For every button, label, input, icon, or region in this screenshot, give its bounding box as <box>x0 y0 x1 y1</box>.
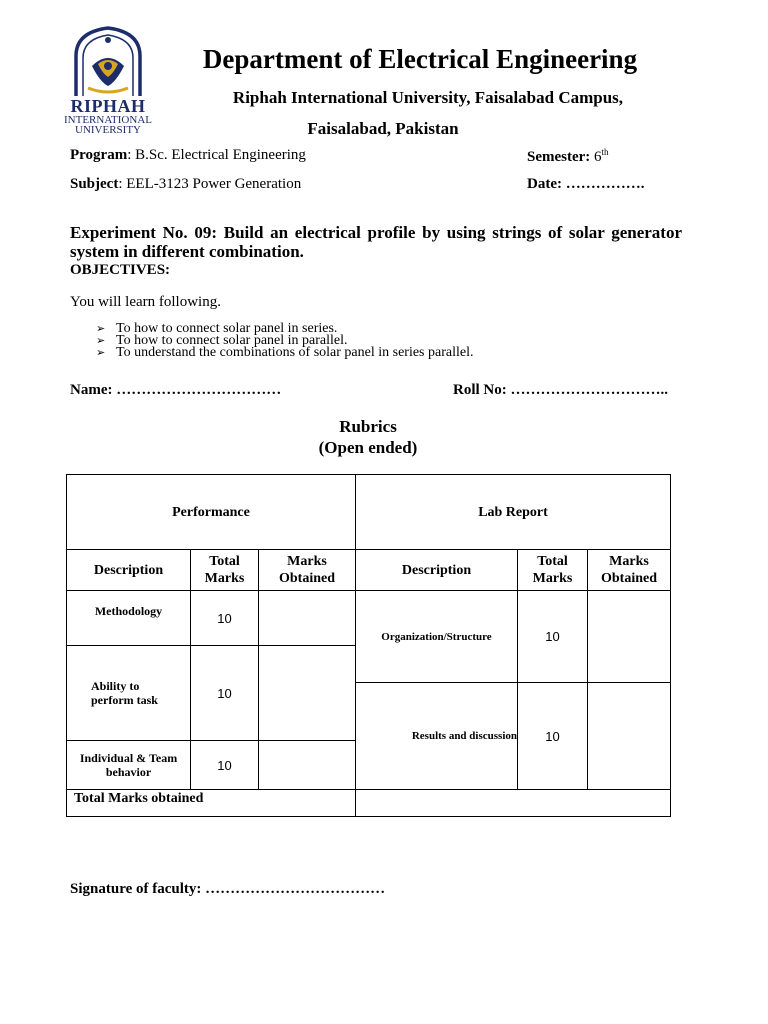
objective-item: ➢ To how to connect solar panel in parallel. <box>96 335 473 347</box>
behavior-total: 10 <box>190 740 259 790</box>
rubrics-title: Rubrics <box>339 417 397 436</box>
methodology-obtained-cell <box>258 590 356 646</box>
methodology-description: Methodology <box>66 590 191 646</box>
program-label: Program <box>70 147 128 163</box>
marks-obtained-column-header: Marks Obtained <box>258 549 356 591</box>
logo-name: RIPHAH <box>70 96 146 116</box>
rubrics-subtitle: (Open ended) <box>318 438 418 457</box>
results-obtained-cell <box>587 682 671 790</box>
name-field: Name: …………………………… <box>70 382 282 398</box>
marks-obtained-column-header: Marks Obtained <box>587 549 671 591</box>
program-info <box>70 147 306 164</box>
semester-label: Semester: <box>527 149 591 165</box>
university-line: Riphah International University, Faisalabad Campus, <box>232 88 624 107</box>
results-total: 10 <box>517 682 588 790</box>
objectives-heading: OBJECTIVES: <box>70 262 171 278</box>
rubric-table <box>66 474 671 817</box>
logo-line3: UNIVERSITY <box>75 124 141 136</box>
program-value: : B.Sc. Electrical Engineering <box>127 147 306 163</box>
total-marks-column-header: Total Marks <box>517 549 588 591</box>
methodology-total: 10 <box>190 590 259 646</box>
organization-obtained-cell <box>587 590 671 683</box>
objective-item: ➢ To understand the combinations of solar panel in series parallel. <box>96 347 473 359</box>
experiment-title: Experiment No. 09: Build an electrical profile by using strings of solar generator system in different combination. <box>70 223 682 261</box>
date-field: Date: ……………. <box>527 176 645 192</box>
organization-description: Organization/Structure <box>355 590 518 683</box>
performance-header: Performance <box>66 474 356 550</box>
roll-no-field: Roll No: ………………………….. <box>453 382 668 398</box>
faculty-signature-field: Signature of faculty: ……………………………… <box>70 881 386 897</box>
subject-info <box>70 176 301 193</box>
semester-info <box>527 147 609 166</box>
city-line: Faisalabad, Pakistan <box>307 119 459 138</box>
semester-value: 6 <box>594 149 602 165</box>
results-description: Results and discussion <box>355 682 518 790</box>
objectives-list <box>96 323 473 359</box>
behavior-obtained-cell <box>258 740 356 790</box>
subject-label: Subject <box>70 176 119 192</box>
subject-value: : EEL-3123 Power Generation <box>118 176 302 192</box>
ability-obtained-cell <box>258 645 356 741</box>
description-column-header: Description <box>355 549 518 591</box>
lab-report-header: Lab Report <box>355 474 671 550</box>
ability-description: Ability to perform task <box>66 645 191 741</box>
total-marks-cell <box>355 789 671 817</box>
logo-line2: INTERNATIONAL <box>64 114 152 126</box>
objective-item: ➢ To how to connect solar panel in series. <box>96 323 473 335</box>
total-marks-column-header: Total Marks <box>190 549 259 591</box>
rubrics-heading <box>0 416 736 458</box>
department-title: Department of Electrical Engineering <box>202 44 638 74</box>
organization-total: 10 <box>517 590 588 683</box>
ability-total: 10 <box>190 645 259 741</box>
objectives-intro: You will learn following. <box>70 294 221 310</box>
semester-suffix: th <box>601 147 609 157</box>
total-marks-label: Total Marks obtained <box>66 789 356 817</box>
description-column-header: Description <box>66 549 191 591</box>
behavior-description: Individual & Team behavior <box>66 740 191 790</box>
